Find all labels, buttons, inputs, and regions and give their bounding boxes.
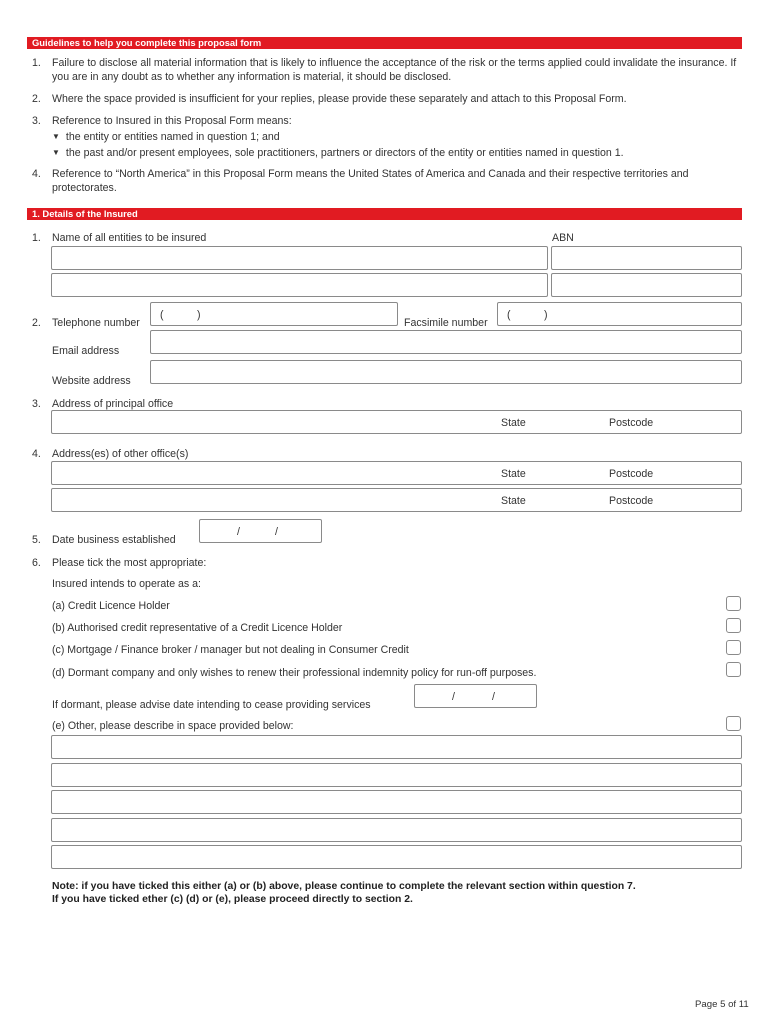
guideline-2: Where the space provided is insufficient for your replies, please provide these separately and attach to this Proposal Form.: [52, 93, 627, 105]
section1-heading: 1. Details of the Insured: [27, 208, 742, 220]
abn-input-2[interactable]: [551, 273, 742, 297]
option-b-label: (b) Authorised credit representative of a Credit Licence Holder: [52, 622, 343, 634]
facsimile-label: Facsimile number: [404, 317, 488, 329]
entity-name-input-1[interactable]: [51, 246, 548, 270]
facsimile-input[interactable]: [497, 302, 742, 326]
option-d-label: (d) Dormant company and only wishes to renew their professional indemnity policy for run-off purposes.: [52, 667, 537, 679]
guideline-num-1: 1.: [32, 57, 41, 69]
other-office-address-input-2[interactable]: [51, 488, 742, 512]
page-number: Page 5 of 11: [695, 999, 749, 1010]
other-description-line-2[interactable]: [51, 763, 742, 787]
guidelines-heading: Guidelines to help you complete this proposal form: [27, 37, 742, 49]
facsimile-area-close: ): [544, 309, 548, 321]
telephone-label: Telephone number: [52, 317, 140, 329]
guideline-num-4: 4.: [32, 168, 41, 180]
state-label: State: [501, 468, 526, 480]
abn-input-1[interactable]: [551, 246, 742, 270]
q6-label: Please tick the most appropriate:: [52, 557, 207, 569]
guideline-num-3: 3.: [32, 115, 41, 127]
other-description-line-5[interactable]: [51, 845, 742, 869]
q5-num: 5.: [32, 534, 41, 546]
option-b-checkbox[interactable]: [726, 618, 741, 633]
website-label: Website address: [52, 375, 131, 387]
entity-name-input-2[interactable]: [51, 273, 548, 297]
dormant-date-label: If dormant, please advise date intending to cease providing services: [52, 699, 371, 711]
email-label: Email address: [52, 345, 120, 357]
abn-label: ABN: [552, 232, 574, 244]
option-a-checkbox[interactable]: [726, 596, 741, 611]
postcode-label: Postcode: [609, 417, 654, 429]
option-d-checkbox[interactable]: [726, 662, 741, 677]
q6-intro: Insured intends to operate as a:: [52, 578, 202, 590]
other-office-address-input-1[interactable]: [51, 461, 742, 485]
q4-num: 4.: [32, 448, 41, 460]
q1-num: 1.: [32, 232, 41, 244]
state-label: State: [501, 495, 526, 507]
other-description-line-3[interactable]: [51, 790, 742, 814]
option-e-checkbox[interactable]: [726, 716, 741, 731]
option-a-label: (a) Credit Licence Holder: [52, 600, 170, 612]
guideline-3: Reference to Insured in this Proposal Form means:: [52, 115, 292, 127]
guideline-4: Reference to “North America” in this Proposal Form means the United States of America and Canada and their respective territories and protectorates.: [52, 168, 689, 194]
q3-num: 3.: [32, 398, 41, 410]
q2-num: 2.: [32, 317, 41, 329]
date-separator: /: [237, 526, 240, 538]
triangle-down-icon: ▼: [52, 132, 60, 141]
guideline-bullet-1: ▼ the entity or entities named in question 1; and: [52, 131, 280, 143]
telephone-area-close: ): [197, 309, 201, 321]
email-input[interactable]: [150, 330, 742, 354]
q4-label: Address(es) of other office(s): [52, 448, 189, 460]
telephone-input[interactable]: [150, 302, 398, 326]
date-established-input[interactable]: [199, 519, 322, 543]
date-separator: /: [492, 691, 495, 703]
telephone-area-open: (: [160, 309, 164, 321]
postcode-label: Postcode: [609, 468, 654, 480]
triangle-down-icon: ▼: [52, 148, 60, 157]
other-description-line-4[interactable]: [51, 818, 742, 842]
option-e-label: (e) Other, please describe in space provided below:: [52, 720, 294, 732]
option-c-label: (c) Mortgage / Finance broker / manager but not dealing in Consumer Credit: [52, 644, 409, 656]
other-description-line-1[interactable]: [51, 735, 742, 759]
option-c-checkbox[interactable]: [726, 640, 741, 655]
q3-label: Address of principal office: [52, 398, 174, 410]
website-input[interactable]: [150, 360, 742, 384]
date-separator: /: [275, 526, 278, 538]
guideline-1: Failure to disclose all material information that is likely to influence the acceptance of the risk or the terms applied could invalidate the insurance. If you are in any doubt as to whether any information is material, it should be disclosed.: [52, 57, 737, 83]
state-label: State: [501, 417, 526, 429]
q6-num: 6.: [32, 557, 41, 569]
guideline-bullet-2: ▼ the past and/or present employees, sole practitioners, partners or directors of the entity or entities named in question 1.: [52, 147, 624, 159]
principal-office-address-input[interactable]: [51, 410, 742, 434]
dormant-date-input[interactable]: [414, 684, 537, 708]
postcode-label: Postcode: [609, 495, 654, 507]
date-separator: /: [452, 691, 455, 703]
date-established-label: Date business established: [52, 534, 176, 546]
note-line-2: If you have ticked ether (c) (d) or (e), please proceed directly to section 2.: [52, 894, 413, 905]
note-line-1: Note: if you have ticked this either (a) or (b) above, please continue to complete the relevant section within question 7.: [52, 881, 636, 892]
facsimile-area-open: (: [507, 309, 511, 321]
q1-label: Name of all entities to be insured: [52, 232, 207, 244]
guideline-num-2: 2.: [32, 93, 41, 105]
